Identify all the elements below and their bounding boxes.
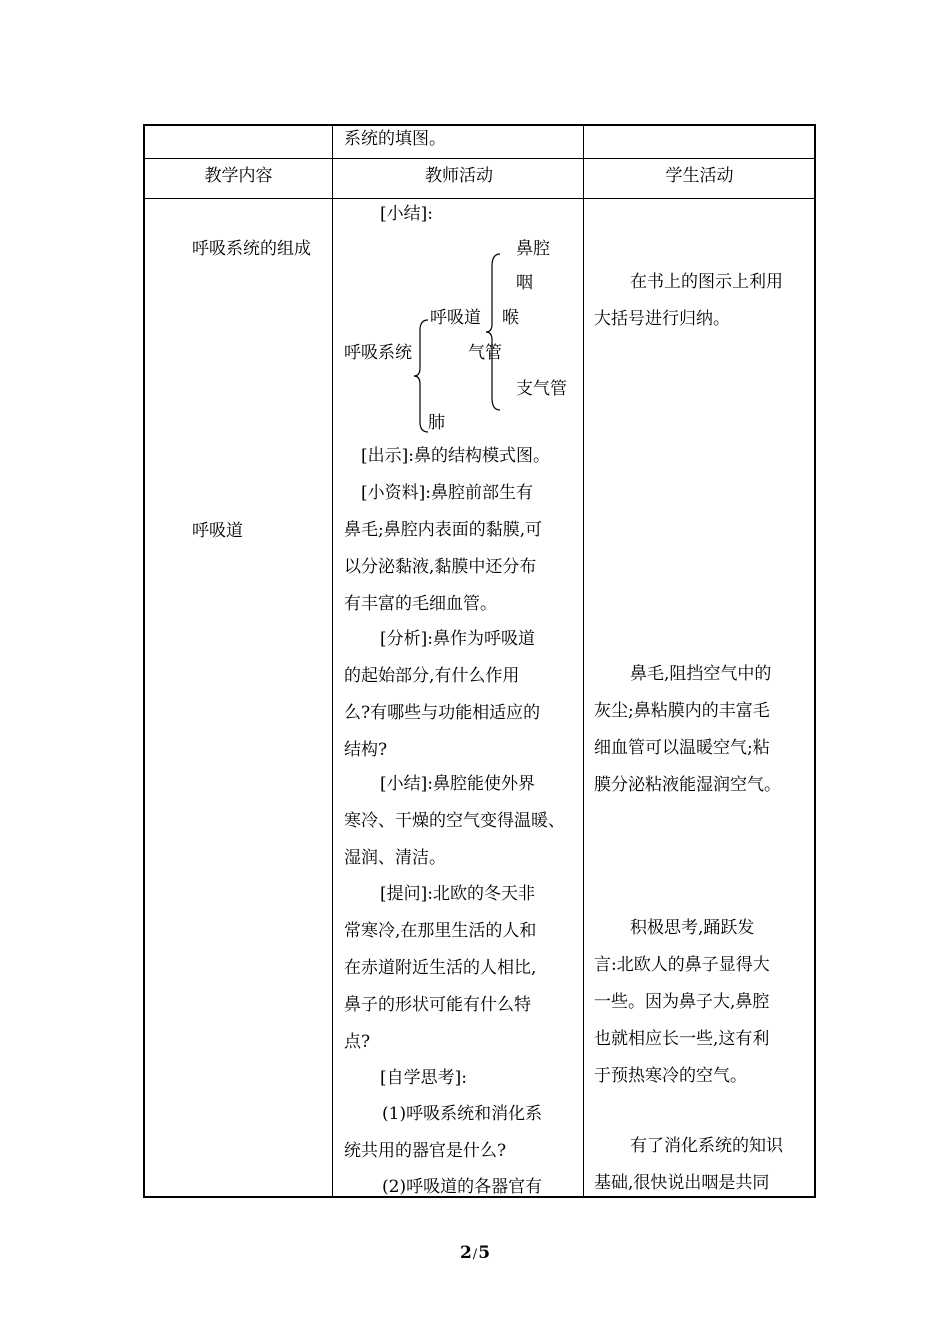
diagram-organ-bronchi: 支气管 xyxy=(516,379,567,399)
teacher-para-show xyxy=(344,438,550,475)
text-line: 基础,很快说出咽是共同 xyxy=(594,1173,770,1193)
page-separator: / xyxy=(472,1247,478,1262)
student-para-northern-nose xyxy=(594,910,770,1095)
teacher-para-question-2 xyxy=(344,1169,542,1206)
table-border-right xyxy=(814,124,816,1198)
text-line: [小结]:鼻腔能使外界 xyxy=(380,774,535,794)
text-line: 么?有哪些与功能相适应的 xyxy=(344,703,541,723)
text-line: 在书上的图示上利用 xyxy=(630,272,783,292)
table-rule-2 xyxy=(143,198,816,199)
table-col-divider-1 xyxy=(332,124,333,1198)
text-line: 有了消化系统的知识 xyxy=(630,1136,783,1156)
text-line: [小资料]:鼻腔前部生有 xyxy=(361,483,533,503)
diagram-organ-pharynx: 咽 xyxy=(516,273,533,293)
diagram-organ-larynx: 喉 xyxy=(502,308,519,328)
diagram-brace-outer-icon xyxy=(412,318,432,434)
teacher-para-question xyxy=(344,876,536,1061)
diagram-brace-inner-icon xyxy=(484,252,504,412)
top-row-teacher-text: 系统的填图。 xyxy=(344,129,446,149)
text-line: 的起始部分,有什么作用 xyxy=(344,666,520,686)
text-line: (2)呼吸道的各器官有 xyxy=(382,1177,543,1197)
text-line: 大括号进行归纳。 xyxy=(594,309,730,329)
student-para-summarize xyxy=(594,264,783,338)
text-line: 在赤道附近生活的人相比, xyxy=(344,958,537,978)
diagram-summary-tag: [小结]: xyxy=(380,204,433,224)
teacher-para-question-1 xyxy=(344,1096,542,1170)
header-teaching-content: 教学内容 xyxy=(204,166,273,186)
text-line: 一些。因为鼻子大,鼻腔 xyxy=(594,992,770,1012)
text-line: 于预热寒冷的空气。 xyxy=(594,1066,747,1086)
page-number xyxy=(0,1243,950,1263)
table-border-left xyxy=(143,124,145,1198)
text-line: 灰尘;鼻粘膜内的丰富毛 xyxy=(594,701,770,721)
text-line: 积极思考,踊跃发 xyxy=(630,918,755,938)
table-rule-1 xyxy=(143,158,816,159)
text-line: [出示]:鼻的结构模式图。 xyxy=(361,446,550,466)
text-line: [分析]:鼻作为呼吸道 xyxy=(380,629,535,649)
diagram-organ-trachea: 气管 xyxy=(468,343,502,363)
text-line: 以分泌黏液,黏膜中还分布 xyxy=(344,557,537,577)
header-student-activity: 学生活动 xyxy=(665,166,734,186)
text-line: [提问]:北欧的冬天非 xyxy=(380,884,535,904)
diagram-branch-airway: 呼吸道 xyxy=(430,308,481,328)
student-para-shared-organ xyxy=(594,1128,783,1202)
teacher-para-data xyxy=(344,475,542,623)
diagram-branch-lung: 肺 xyxy=(428,413,445,433)
content-topic-composition: 呼吸系统的组成 xyxy=(192,239,311,259)
text-line: 统共用的器官是什么? xyxy=(344,1141,507,1161)
text-line: 常寒冷,在那里生活的人和 xyxy=(344,921,537,941)
text-line: 细血管可以温暖空气;粘 xyxy=(594,738,770,758)
text-line: 膜分泌粘液能湿润空气。 xyxy=(594,775,781,795)
teacher-para-summary xyxy=(344,766,565,877)
text-line: [自学思考]: xyxy=(380,1068,467,1088)
text-line: 鼻毛;鼻腔内表面的黏膜,可 xyxy=(344,520,543,540)
text-line: 鼻子的形状可能有什么特 xyxy=(344,995,531,1015)
table-border-top xyxy=(143,124,816,126)
page-current: 2 xyxy=(459,1243,472,1263)
student-para-nose-function xyxy=(594,656,781,804)
text-line: 有丰富的毛细血管。 xyxy=(344,594,497,614)
content-topic-airway: 呼吸道 xyxy=(192,521,243,541)
teacher-para-self-study xyxy=(344,1060,467,1097)
text-line: 也就相应长一些,这有利 xyxy=(594,1029,770,1049)
text-line: 鼻毛,阻挡空气中的 xyxy=(630,664,772,684)
header-teacher-activity: 教师活动 xyxy=(425,166,493,186)
page-total: 5 xyxy=(478,1243,491,1263)
table-col-divider-2 xyxy=(583,124,584,1198)
teacher-para-analysis xyxy=(344,621,540,769)
text-line: 结构? xyxy=(344,740,388,760)
text-line: 湿润、清洁。 xyxy=(344,848,446,868)
diagram-organ-nasal-cavity: 鼻腔 xyxy=(516,239,550,259)
text-line: 点? xyxy=(344,1032,371,1052)
text-line: 言:北欧人的鼻子显得大 xyxy=(594,955,770,975)
text-line: (1)呼吸系统和消化系 xyxy=(382,1104,543,1124)
text-line: 寒冷、干燥的空气变得温暖、 xyxy=(344,811,565,831)
diagram-root-label: 呼吸系统 xyxy=(344,343,412,363)
